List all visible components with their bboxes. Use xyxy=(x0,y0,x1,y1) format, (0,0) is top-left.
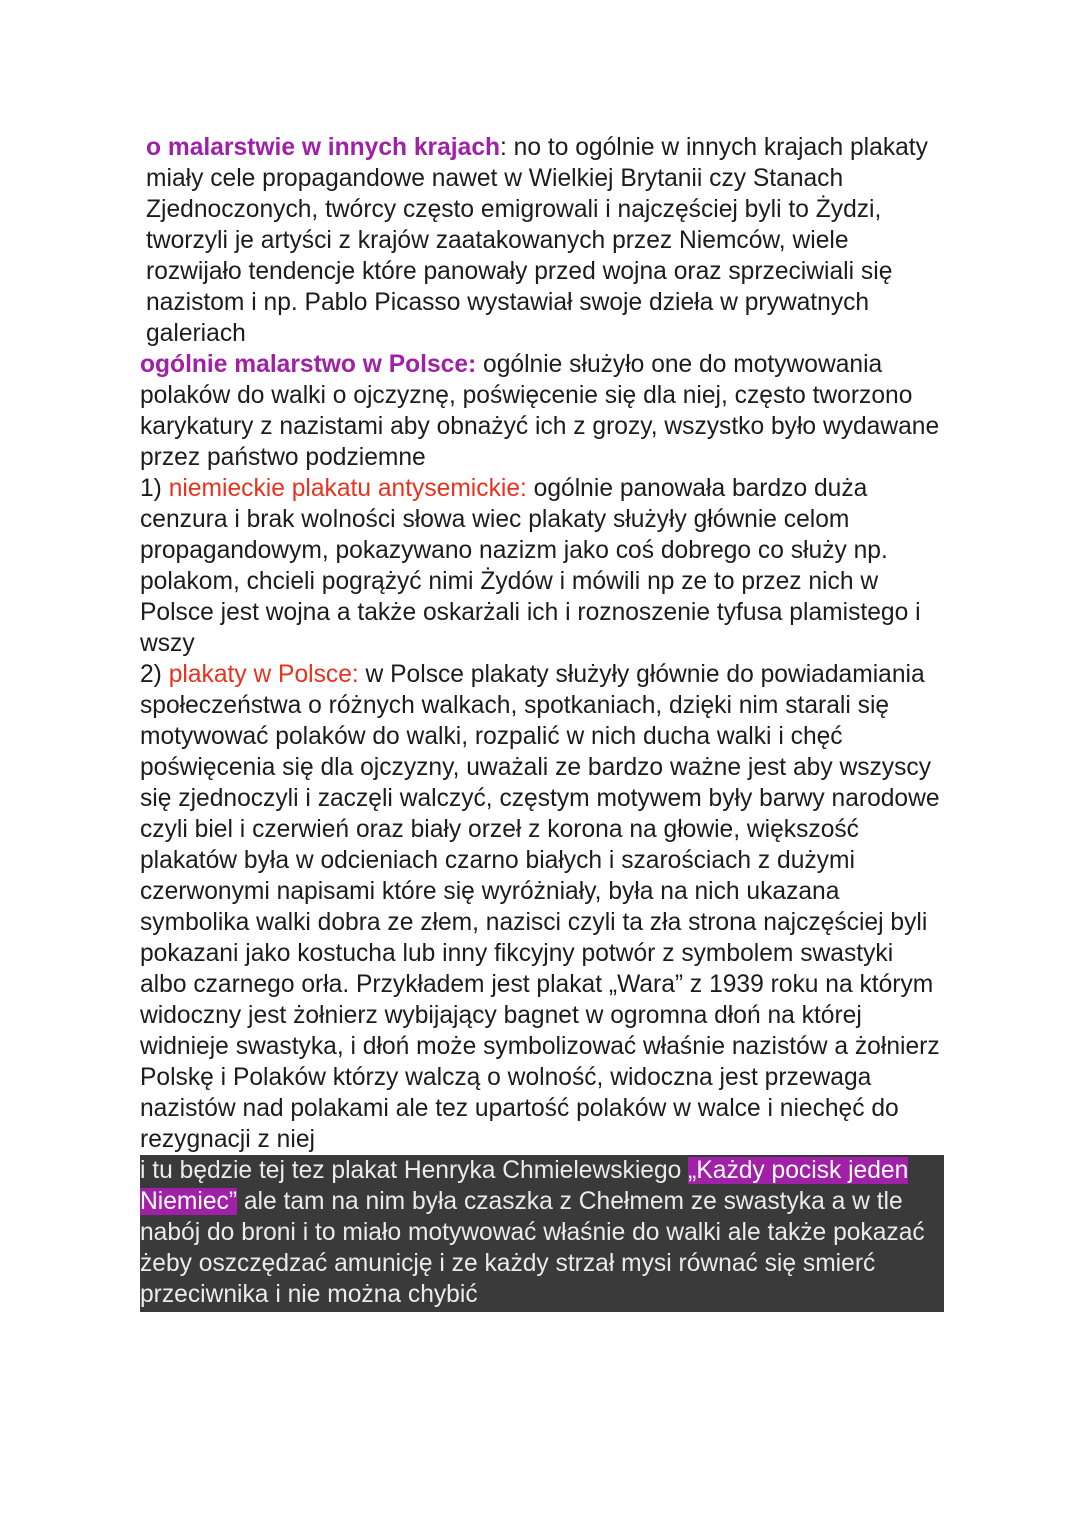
item1-number: 1) xyxy=(140,475,169,502)
highlighted-note xyxy=(140,1155,944,1312)
paragraph-abroad xyxy=(140,132,942,349)
document-page xyxy=(140,132,942,1312)
poster-title: „Każdy pocisk jeden Niemiec” xyxy=(140,1157,909,1215)
note-text-before: i tu będzie tej tez plakat Henryka Chmielewskiego xyxy=(140,1157,689,1184)
list-item-2 xyxy=(140,659,942,1155)
heading-poland: ogólnie malarstwo w Polsce: xyxy=(140,351,477,378)
item1-heading: niemieckie plakatu antysemickie: xyxy=(168,475,527,502)
note-text-after: ale tam na nim była czaszka z Chełmem ze swastyka a w tle nabój do broni i to miało motywować właśnie do walki ale także pokazać żeby oszczędzać amunicję i ze każdy strzał mysi równać się smierć przeciwnika i nie można chybić xyxy=(140,1188,925,1308)
item2-number: 2) xyxy=(140,661,169,688)
paragraph-poland xyxy=(140,349,942,473)
item2-heading: plakaty w Polsce: xyxy=(168,661,359,688)
list-item-1 xyxy=(140,473,942,659)
text-abroad: : no to ogólnie w innych krajach plakaty miały cele propagandowe nawet w Wielkiej Brytanii czy Stanach Zjednoczonych, twórcy często emigrowali i najczęściej byli to Żydzi, tworzyli je artyści z krajów zaatakowanych przez Niemców, wiele rozwijało tendencje które panowały przed wojna oraz sprzeciwiali się nazistom i np. Pablo Picasso wystawiał swoje dzieła w prywatnych galeriach xyxy=(146,134,928,347)
text-poland: ogólnie służyło one do motywowania polaków do walki o ojczyznę, poświęcenie się dla niej, często tworzono karykatury z nazistami aby obnażyć ich z grozy, wszystko było wydawane przez państwo podziemne xyxy=(140,351,940,471)
heading-abroad: o malarstwie w innych krajach xyxy=(146,134,501,161)
item1-text: ogólnie panowała bardzo duża cenzura i brak wolności słowa wiec plakaty służyły głównie celom propagandowym, pokazywano nazizm jako coś dobrego co służy np. polakom, chcieli pogrążyć nimi Żydów i mówili np ze to przez nich w Polsce jest wojna a także oskarżali ich i roznoszenie tyfusa plamistego i wszy xyxy=(140,475,921,657)
item2-text: w Polsce plakaty służyły głównie do powiadamiania społeczeństwa o różnych walkach, spotkaniach, dzięki nim starali się motywować polaków do walki, rozpalić w nich ducha walki i chęć poświęcenia się dla ojczyzny, uważali ze bardzo ważne jest aby wszyscy się zjednoczyli i zaczęli walczyć, częstym motywem były barwy narodowe czyli biel i czerwień oraz biały orzeł z korona na głowie, większość plakatów była w odcieniach czarno białych i szarościach z dużymi czerwonymi napisami które się wyróżniały, była na nich ukazana symbolika walki dobra ze złem, nazisci czyli ta zła strona najczęściej byli pokazani jako kostucha lub inny fikcyjny potwór z symbolem swastyki albo czarnego orła. Przykładem jest plakat „Wara” z 1939 roku na którym widoczny jest żołnierz wybijający bagnet w ogromna dłoń na której widnieje swastyka, i dłoń może symbolizować właśnie nazistów a żołnierz Polskę i Polaków którzy walczą o wolność, widoczna jest przewaga nazistów nad polakami ale tez upartość polaków w walce i niechęć do rezygnacji z niej xyxy=(140,661,940,1153)
